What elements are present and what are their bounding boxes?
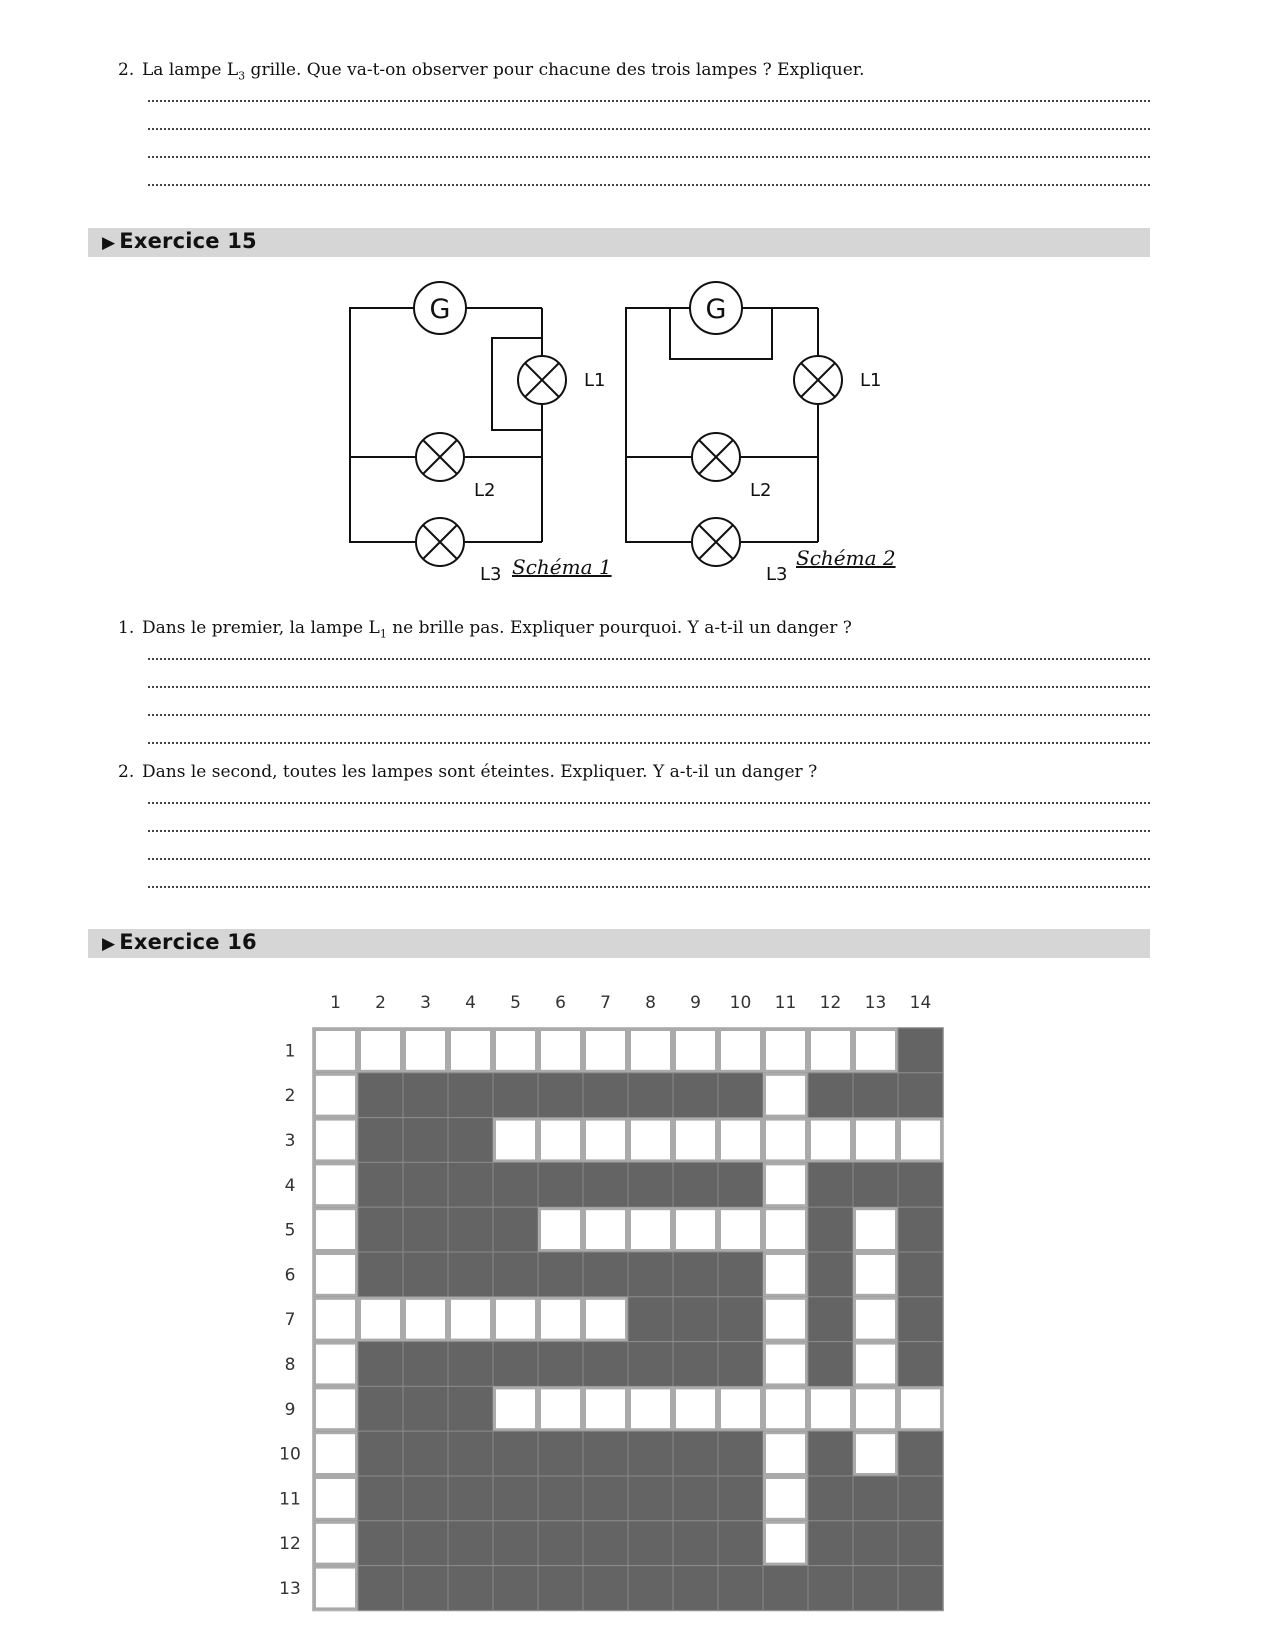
crossword-cell[interactable]: [405, 1298, 447, 1340]
crossword-black-cell: [448, 1476, 493, 1521]
column-label: 14: [909, 993, 932, 1013]
crossword-black-cell: [628, 1073, 673, 1118]
crossword-black-cell: [673, 1297, 718, 1342]
crossword-black-cell: [448, 1386, 493, 1431]
crossword-cell[interactable]: [855, 1209, 897, 1251]
crossword-black-cell: [448, 1566, 493, 1611]
crossword-black-cell: [358, 1118, 403, 1163]
crossword-cell[interactable]: [855, 1433, 897, 1475]
crossword-black-cell: [538, 1521, 583, 1566]
crossword-cell[interactable]: [765, 1164, 807, 1206]
crossword-cell[interactable]: [495, 1030, 537, 1072]
exercise-title: Exercice 16: [119, 930, 257, 954]
crossword-black-cell: [583, 1162, 628, 1207]
question-text: Dans le second, toutes les lampes sont éteintes. Expliquer. Y a-t-il un danger ?: [142, 762, 818, 782]
crossword-black-cell: [358, 1162, 403, 1207]
crossword-black-cell: [448, 1431, 493, 1476]
crossword-black-cell: [403, 1207, 448, 1252]
crossword-cell[interactable]: [360, 1030, 402, 1072]
column-label: 9: [690, 993, 701, 1013]
crossword-black-cell: [808, 1162, 853, 1207]
generator-symbol: [690, 282, 742, 334]
lamp-l1-icon: [794, 356, 842, 404]
crossword-cell[interactable]: [315, 1388, 357, 1430]
exercise-15-header: [88, 228, 1150, 257]
answer-line[interactable]: [148, 128, 1150, 130]
crossword-black-cell: [493, 1521, 538, 1566]
crossword-black-cell: [898, 1431, 943, 1476]
crossword-cell[interactable]: [720, 1119, 762, 1161]
crossword-black-cell: [448, 1207, 493, 1252]
schema-2-caption: Schéma 2: [796, 546, 896, 570]
answer-line[interactable]: [148, 100, 1150, 102]
crossword-black-cell: [538, 1431, 583, 1476]
crossword-black-cell: [403, 1566, 448, 1611]
crossword-black-cell: [403, 1521, 448, 1566]
crossword-black-cell: [718, 1073, 763, 1118]
row-label: 13: [279, 1579, 301, 1599]
crossword-black-cell: [493, 1431, 538, 1476]
lamp-l1-label: L1: [584, 370, 606, 391]
crossword-black-cell: [898, 1476, 943, 1521]
crossword-black-cell: [448, 1342, 493, 1387]
crossword-black-cell: [538, 1252, 583, 1297]
crossword-black-cell: [448, 1521, 493, 1566]
crossword-cell[interactable]: [765, 1343, 807, 1385]
crossword-black-cell: [673, 1073, 718, 1118]
crossword-black-cell: [718, 1566, 763, 1611]
crossword-black-cell: [808, 1521, 853, 1566]
crossword-cell[interactable]: [900, 1388, 942, 1430]
generator-label: G: [429, 294, 451, 325]
crossword-cell[interactable]: [405, 1030, 447, 1072]
row-label: 11: [279, 1489, 301, 1510]
crossword-black-cell: [718, 1521, 763, 1566]
question-subscript: 3: [238, 69, 246, 83]
column-label: 5: [510, 993, 521, 1013]
crossword-black-cell: [403, 1252, 448, 1297]
crossword-cell[interactable]: [855, 1119, 897, 1161]
crossword-black-cell: [898, 1252, 943, 1297]
crossword-cell[interactable]: [495, 1388, 537, 1430]
crossword-cell[interactable]: [855, 1030, 897, 1072]
crossword-black-cell: [808, 1476, 853, 1521]
crossword-black-cell: [493, 1342, 538, 1387]
column-label: 13: [864, 993, 887, 1013]
crossword-black-cell: [493, 1566, 538, 1611]
crossword-cell[interactable]: [315, 1209, 357, 1251]
lamp-l2-label: L2: [474, 480, 496, 501]
exercise15-question-1: [118, 618, 852, 640]
crossword-black-cell: [763, 1566, 808, 1611]
question-text-start: La lampe L: [142, 60, 239, 80]
row-label: 12: [279, 1534, 301, 1555]
triangle-icon: ▶: [102, 233, 116, 253]
crossword-cell[interactable]: [765, 1254, 807, 1296]
crossword-black-cell: [493, 1252, 538, 1297]
crossword-black-cell: [808, 1342, 853, 1387]
crossword-cell[interactable]: [630, 1119, 672, 1161]
exercise15-question-2: [118, 762, 817, 782]
crossword-black-cell: [583, 1073, 628, 1118]
exercise14-question-2: [118, 60, 864, 82]
circuit-diagrams: [0, 260, 1275, 590]
crossword-black-cell: [808, 1207, 853, 1252]
crossword-cell[interactable]: [585, 1119, 627, 1161]
crossword-black-cell: [403, 1073, 448, 1118]
schema-2-wires: [626, 308, 818, 542]
crossword-cell[interactable]: [450, 1298, 492, 1340]
crossword-black-cell: [673, 1342, 718, 1387]
crossword-cell[interactable]: [765, 1030, 807, 1072]
crossword-black-cell: [808, 1252, 853, 1297]
crossword-black-cell: [718, 1476, 763, 1521]
crossword-black-cell: [358, 1073, 403, 1118]
crossword-cell[interactable]: [765, 1522, 807, 1564]
answer-line[interactable]: [148, 184, 1150, 186]
crossword-cell[interactable]: [585, 1209, 627, 1251]
crossword-black-cell: [628, 1297, 673, 1342]
crossword-black-cell: [358, 1521, 403, 1566]
crossword-black-cell: [358, 1207, 403, 1252]
question-number: 1.: [118, 618, 135, 638]
crossword-black-cell: [898, 1566, 943, 1611]
lamp-l2-icon: [416, 433, 464, 481]
crossword-black-cell: [538, 1162, 583, 1207]
generator-symbol: [414, 282, 466, 334]
crossword-cell[interactable]: [855, 1298, 897, 1340]
schema-2: [690, 282, 896, 585]
row-label: 1: [284, 1041, 296, 1062]
crossword-black-cell: [673, 1566, 718, 1611]
crossword-black-cell: [898, 1297, 943, 1342]
crossword-cell[interactable]: [315, 1119, 357, 1161]
crossword-cell[interactable]: [765, 1209, 807, 1251]
crossword-cell[interactable]: [315, 1478, 357, 1520]
crossword-black-cell: [898, 1207, 943, 1252]
crossword-black-cell: [853, 1162, 898, 1207]
crossword-black-cell: [853, 1566, 898, 1611]
lamp-l2-icon: [692, 433, 740, 481]
crossword-black-cell: [448, 1252, 493, 1297]
crossword-cell[interactable]: [765, 1298, 807, 1340]
crossword-black-cell: [808, 1566, 853, 1611]
crossword-cell[interactable]: [585, 1388, 627, 1430]
crossword-cell[interactable]: [315, 1298, 357, 1340]
crossword-black-cell: [673, 1431, 718, 1476]
triangle-icon: ▶: [102, 934, 116, 954]
column-label: 4: [465, 993, 476, 1013]
crossword-black-cell: [718, 1342, 763, 1387]
crossword-black-cell: [718, 1162, 763, 1207]
column-label: 10: [729, 993, 752, 1013]
crossword-black-cell: [898, 1162, 943, 1207]
crossword-black-cell: [628, 1342, 673, 1387]
crossword-black-cell: [583, 1342, 628, 1387]
crossword-cell[interactable]: [315, 1254, 357, 1296]
crossword-black-cell: [493, 1073, 538, 1118]
crossword-black-cell: [628, 1476, 673, 1521]
crossword-cell[interactable]: [765, 1478, 807, 1520]
crossword-black-cell: [403, 1386, 448, 1431]
schema-1: [414, 282, 612, 585]
column-label: 8: [645, 993, 656, 1013]
question-text-start: Dans le premier, la lampe L: [142, 618, 380, 638]
crossword-black-cell: [583, 1252, 628, 1297]
crossword-cell[interactable]: [315, 1164, 357, 1206]
row-label: 3: [284, 1131, 296, 1151]
crossword-black-cell: [583, 1521, 628, 1566]
question-number: 2.: [118, 60, 135, 80]
crossword-cell[interactable]: [495, 1119, 537, 1161]
crossword-cell[interactable]: [675, 1388, 717, 1430]
row-label: 8: [284, 1355, 296, 1375]
row-label: 5: [284, 1220, 296, 1241]
crossword-black-cell: [448, 1162, 493, 1207]
crossword-cell[interactable]: [855, 1388, 897, 1430]
crossword-black-cell: [583, 1431, 628, 1476]
crossword-cell[interactable]: [585, 1030, 627, 1072]
crossword-cell[interactable]: [720, 1388, 762, 1430]
crossword-cell[interactable]: [810, 1388, 852, 1430]
crossword-cell[interactable]: [720, 1209, 762, 1251]
crossword-black-cell: [403, 1118, 448, 1163]
row-label: 10: [279, 1444, 301, 1465]
row-label: 2: [284, 1086, 296, 1107]
crossword-black-cell: [673, 1521, 718, 1566]
crossword-black-cell: [448, 1118, 493, 1163]
crossword-black-cell: [673, 1162, 718, 1207]
crossword-cell[interactable]: [900, 1119, 942, 1161]
row-label: 4: [284, 1175, 296, 1196]
crossword-black-cell: [403, 1431, 448, 1476]
crossword-cell[interactable]: [630, 1388, 672, 1430]
crossword-cell[interactable]: [540, 1119, 582, 1161]
question-text-end: grille. Que va-t-on observer pour chacune des trois lampes ? Expliquer.: [245, 60, 865, 80]
crossword-cell[interactable]: [315, 1030, 357, 1072]
crossword-cell[interactable]: [855, 1343, 897, 1385]
lamp-l3-label: L3: [766, 564, 788, 585]
column-label: 6: [555, 993, 566, 1013]
answer-line[interactable]: [148, 658, 1150, 660]
crossword-black-cell: [538, 1342, 583, 1387]
crossword-cell[interactable]: [315, 1567, 357, 1609]
crossword-cell[interactable]: [540, 1388, 582, 1430]
crossword-black-cell: [538, 1566, 583, 1611]
crossword-black-cell: [853, 1476, 898, 1521]
schema-1-caption: Schéma 1: [512, 555, 612, 579]
answer-line[interactable]: [148, 830, 1150, 832]
row-label: 6: [284, 1265, 296, 1286]
crossword-black-cell: [358, 1476, 403, 1521]
crossword-cell[interactable]: [765, 1119, 807, 1161]
crossword-cell[interactable]: [540, 1030, 582, 1072]
crossword-black-cell: [583, 1476, 628, 1521]
answer-line[interactable]: [148, 686, 1150, 688]
crossword-black-cell: [898, 1073, 943, 1118]
crossword-black-cell: [673, 1476, 718, 1521]
crossword-black-cell: [358, 1386, 403, 1431]
lamp-l3-icon: [692, 518, 740, 566]
column-label: 11: [774, 993, 797, 1013]
crossword-black-cell: [898, 1521, 943, 1566]
crossword-black-cell: [583, 1566, 628, 1611]
crossword-cell[interactable]: [720, 1030, 762, 1072]
crossword-black-cell: [358, 1252, 403, 1297]
answer-line[interactable]: [148, 802, 1150, 804]
crossword-cell[interactable]: [540, 1298, 582, 1340]
crossword-cell[interactable]: [855, 1254, 897, 1296]
lamp-l2-label: L2: [750, 480, 772, 501]
crossword-cell[interactable]: [630, 1209, 672, 1251]
crossword-cell[interactable]: [315, 1343, 357, 1385]
answer-line[interactable]: [148, 156, 1150, 158]
question-text-end: ne brille pas. Expliquer pourquoi. Y a-t-il un danger ?: [386, 618, 852, 638]
crossword-black-cell: [628, 1521, 673, 1566]
crossword-cell[interactable]: [675, 1119, 717, 1161]
lamp-l1-icon: [518, 356, 566, 404]
answer-line[interactable]: [148, 714, 1150, 716]
exercise-title: Exercice 15: [119, 229, 257, 253]
crossword-cell[interactable]: [360, 1298, 402, 1340]
column-label: 12: [819, 993, 842, 1013]
crossword-cell[interactable]: [675, 1030, 717, 1072]
crossword-black-cell: [808, 1297, 853, 1342]
crossword-black-cell: [628, 1162, 673, 1207]
crossword-cell[interactable]: [450, 1030, 492, 1072]
lamp-l1-label: L1: [860, 370, 882, 391]
crossword-cell[interactable]: [630, 1030, 672, 1072]
crossword-cell[interactable]: [675, 1209, 717, 1251]
crossword-black-cell: [358, 1342, 403, 1387]
crossword-cell[interactable]: [810, 1119, 852, 1161]
crossword-black-cell: [718, 1252, 763, 1297]
exercise-16-header: [88, 929, 1150, 958]
crossword-black-cell: [673, 1252, 718, 1297]
crossword-cell[interactable]: [585, 1298, 627, 1340]
crossword-cell[interactable]: [765, 1433, 807, 1475]
crossword-black-cell: [898, 1342, 943, 1387]
crossword-black-cell: [448, 1073, 493, 1118]
column-label: 3: [420, 993, 431, 1013]
crossword-cell[interactable]: [810, 1030, 852, 1072]
crossword-black-cell: [853, 1521, 898, 1566]
crossword-black-cell: [718, 1297, 763, 1342]
row-label: 9: [284, 1399, 296, 1420]
row-label: 7: [284, 1310, 296, 1331]
crossword-cell[interactable]: [765, 1388, 807, 1430]
crossword-black-cell: [898, 1028, 943, 1073]
crossword-cell[interactable]: [315, 1074, 357, 1116]
crossword-black-cell: [358, 1566, 403, 1611]
crossword-cell[interactable]: [540, 1209, 582, 1251]
crossword-black-cell: [718, 1431, 763, 1476]
crossword-grid: [0, 980, 1275, 1650]
answer-line[interactable]: [148, 742, 1150, 744]
column-label: 2: [375, 993, 386, 1013]
crossword-black-cell: [538, 1073, 583, 1118]
crossword-black-cell: [628, 1431, 673, 1476]
lamp-l3-label: L3: [480, 564, 502, 585]
schema-1-wires: [350, 308, 542, 542]
crossword-black-cell: [403, 1476, 448, 1521]
crossword-cell[interactable]: [495, 1298, 537, 1340]
answer-line[interactable]: [148, 886, 1150, 888]
crossword-cell[interactable]: [765, 1074, 807, 1116]
crossword-black-cell: [853, 1073, 898, 1118]
crossword-black-cell: [493, 1162, 538, 1207]
crossword-black-cell: [403, 1162, 448, 1207]
crossword-black-cell: [358, 1431, 403, 1476]
crossword-cell[interactable]: [315, 1522, 357, 1564]
question-subscript: 1: [379, 627, 387, 641]
question-number: 2.: [118, 762, 135, 782]
crossword-black-cell: [493, 1207, 538, 1252]
answer-line[interactable]: [148, 858, 1150, 860]
crossword-black-cell: [808, 1431, 853, 1476]
crossword-black-cell: [628, 1252, 673, 1297]
lamp-l3-icon: [416, 518, 464, 566]
crossword-black-cell: [493, 1476, 538, 1521]
crossword-black-cell: [628, 1566, 673, 1611]
crossword-cell[interactable]: [315, 1433, 357, 1475]
column-label: 7: [600, 993, 611, 1013]
crossword-black-cell: [538, 1476, 583, 1521]
generator-label: G: [705, 294, 727, 325]
crossword-black-cell: [403, 1342, 448, 1387]
crossword-black-cell: [808, 1073, 853, 1118]
column-label: 1: [330, 993, 341, 1013]
